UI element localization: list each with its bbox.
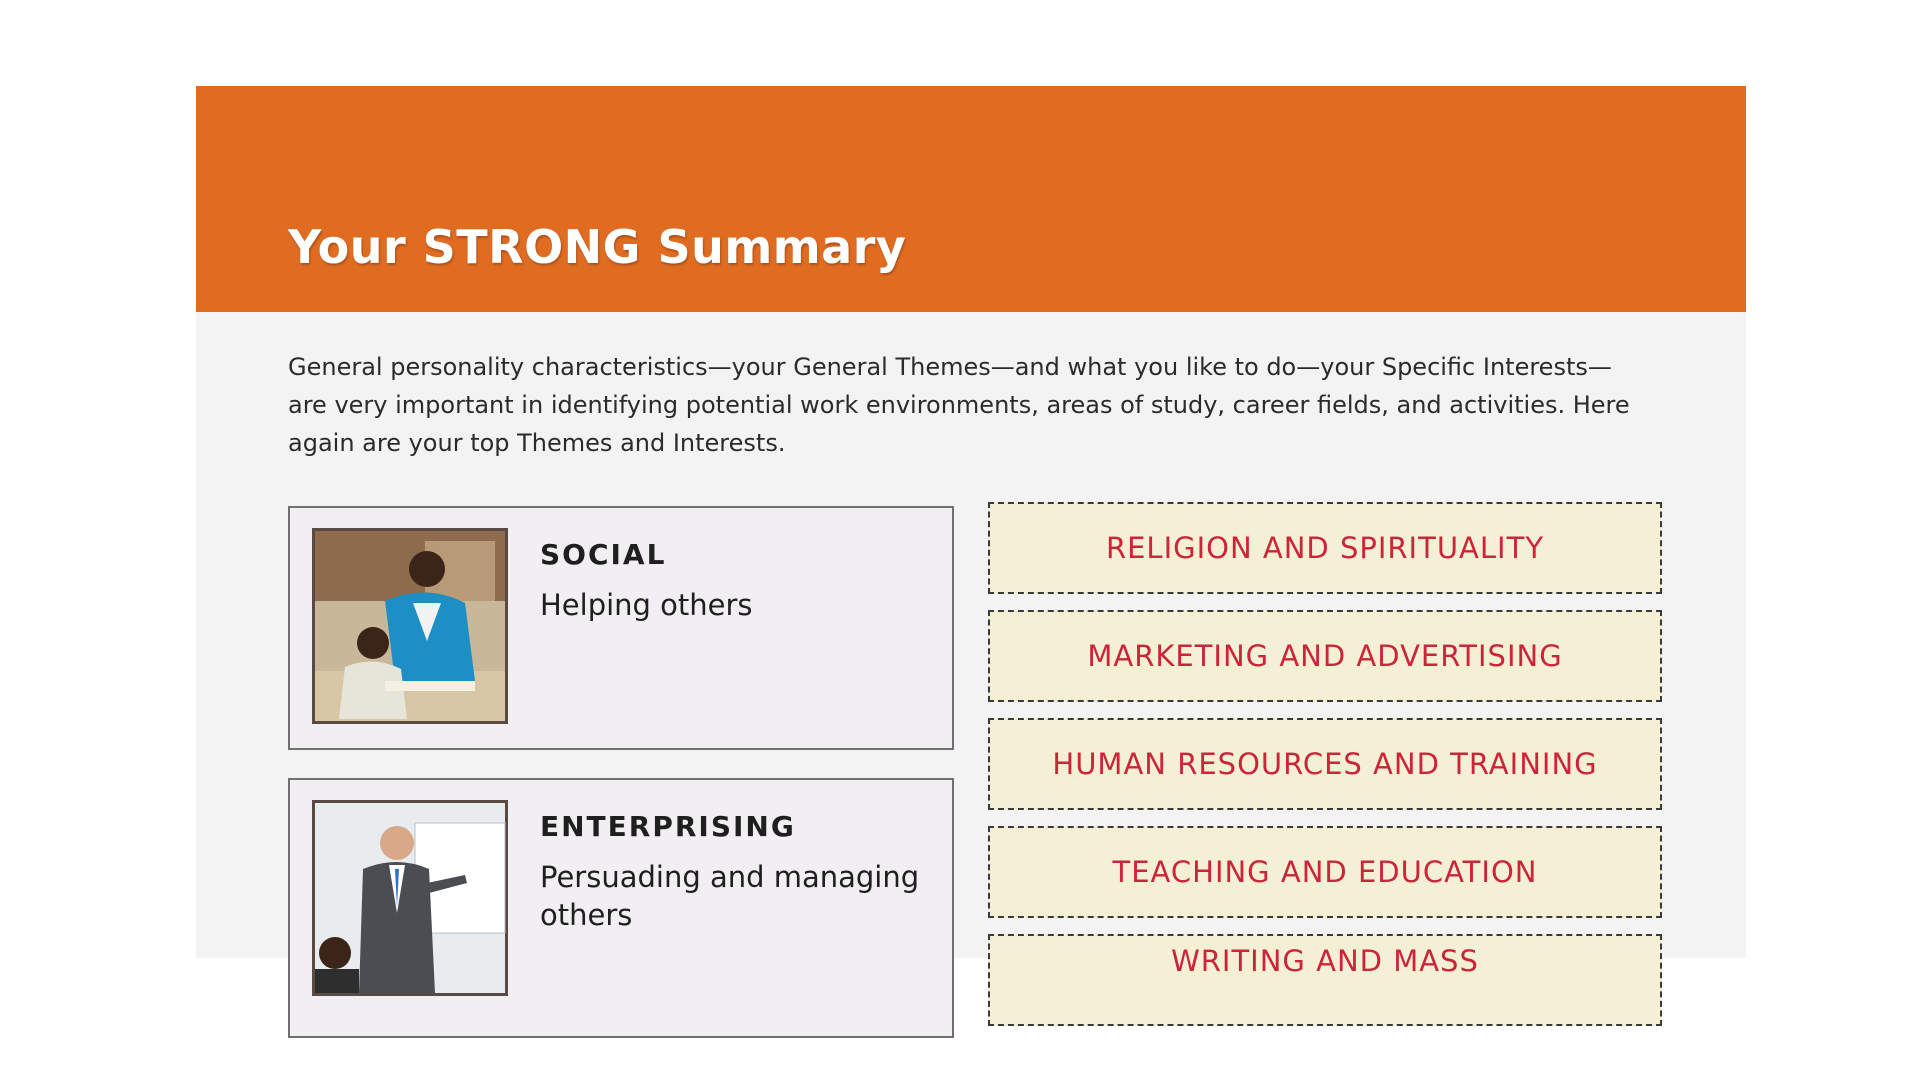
- interest-label: MARKETING AND ADVERTISING: [1087, 639, 1563, 673]
- interest-label: HUMAN RESOURCES AND TRAINING: [1052, 747, 1598, 781]
- theme-name: SOCIAL: [540, 538, 667, 571]
- theme-description: Helping others: [540, 588, 753, 622]
- interest-box: [988, 934, 1662, 1026]
- theme-name: ENTERPRISING: [540, 810, 796, 843]
- interest-box: [988, 502, 1662, 594]
- interest-label: RELIGION AND SPIRITUALITY: [1105, 531, 1545, 565]
- interest-box: [988, 610, 1662, 702]
- interest-label: WRITING AND MASS: [1171, 944, 1479, 978]
- theme-description: Persuading and managing others: [540, 860, 920, 932]
- interest-box: [988, 826, 1662, 918]
- intro-paragraph: General personality characteristics—your General Themes—and what you like to do—your Specific Interests—are very important in identifying potential work environments, areas of study, career fields, and activities. Here again are your top Themes and Interests.: [288, 353, 1630, 457]
- theme-card-social: [288, 506, 954, 750]
- header-band: [196, 86, 1746, 312]
- interest-label: TEACHING AND EDUCATION: [1112, 855, 1538, 889]
- businessman-presenting-photo: [312, 800, 508, 996]
- teacher-helping-child-photo: [312, 528, 508, 724]
- theme-card-enterprising: [288, 778, 954, 1038]
- summary-page: [196, 86, 1746, 978]
- interest-box: [988, 718, 1662, 810]
- page-title: Your STRONG Summary: [288, 220, 907, 274]
